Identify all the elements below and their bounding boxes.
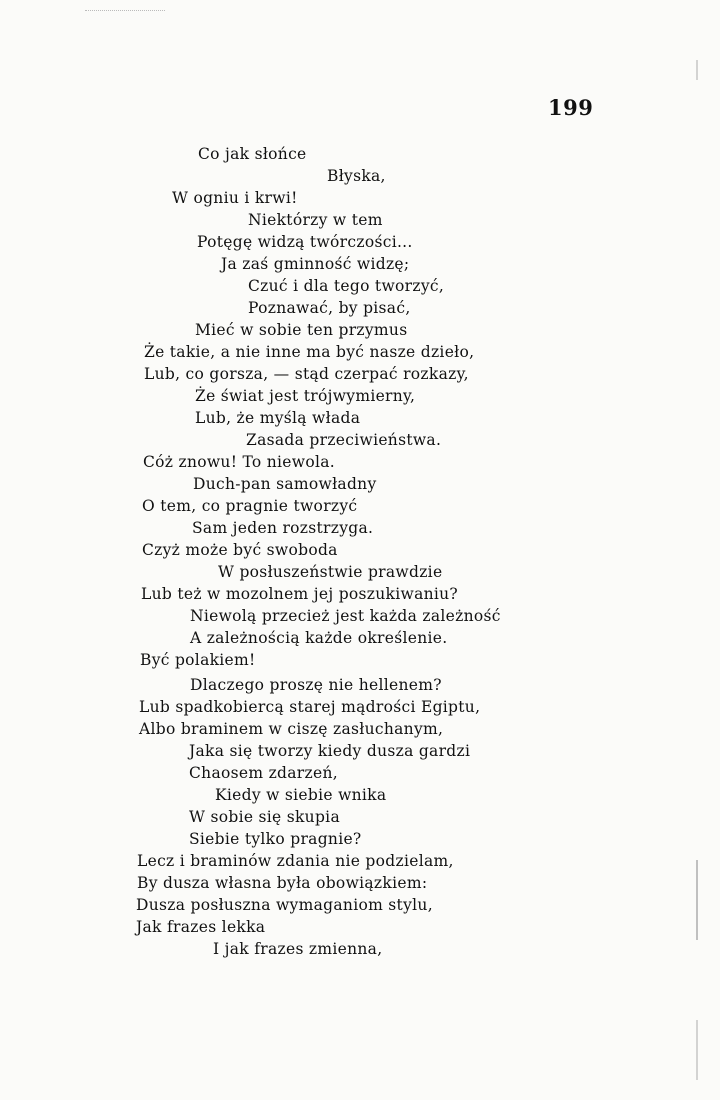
poem-line: Lub spadkobiercą starej mądrości Egiptu, <box>139 698 481 716</box>
poem-line: Niektórzy w tem <box>248 211 383 229</box>
poem-line: Czuć i dla tego tworzyć, <box>248 277 445 295</box>
poem-line: Kiedy w siebie wnika <box>215 786 387 804</box>
poem-line: W sobie się skupia <box>189 808 340 826</box>
poem-line: Jaka się tworzy kiedy dusza gardzi <box>189 742 471 760</box>
poem-line: Sam jeden rozstrzyga. <box>192 519 374 537</box>
poem-line: W posłuszeństwie prawdzie <box>218 563 443 581</box>
poem-line: Być polakiem! <box>140 651 256 669</box>
poem-line: Błyska, <box>327 167 386 185</box>
poem-line: Dlaczego proszę nie hellenem? <box>190 676 442 694</box>
poem-line: Jak frazes lekka <box>136 918 266 936</box>
poem-line: I jak frazes zmienna, <box>213 940 383 958</box>
poem-line: Duch-pan samowładny <box>193 475 377 493</box>
page-number: 199 <box>548 95 594 120</box>
poem-line: By dusza własna była obowiązkiem: <box>137 874 428 892</box>
poem-line: Lub, że myślą włada <box>195 409 361 427</box>
poem-line: Niewolą przecież jest każda zależność <box>190 607 501 625</box>
poem-line: Albo braminem w ciszę zasłuchanym, <box>139 720 444 738</box>
poem-line: Lub też w mozolnem jej poszukiwaniu? <box>141 585 459 603</box>
poem-line: O tem, co pragnie tworzyć <box>142 497 358 515</box>
poem-line: Czyż może być swoboda <box>142 541 338 559</box>
page-edge-mark <box>696 60 698 80</box>
poem-line: A zależnością każde określenie. <box>190 629 448 647</box>
poem-line: Ja zaś gminność widzę; <box>221 255 410 273</box>
poem-line: W ogniu i krwi! <box>172 189 298 207</box>
page-edge-mark <box>696 860 698 940</box>
poem-line: Cóż znowu! To niewola. <box>143 453 336 471</box>
poem-line: Chaosem zdarzeń, <box>189 764 338 782</box>
page-edge-smudge <box>85 10 165 12</box>
poem-line: Poznawać, by pisać, <box>248 299 411 317</box>
poem-line: Potęgę widzą twórczości... <box>197 233 413 251</box>
poem-line: Lecz i braminów zdania nie podzielam, <box>137 852 454 870</box>
poem-line: Lub, co gorsza, — stąd czerpać rozkazy, <box>144 365 469 383</box>
page-edge-mark <box>696 1020 698 1080</box>
poem-line: Zasada przeciwieństwa. <box>246 431 442 449</box>
poem-line: Co jak słońce <box>198 145 307 163</box>
poem-line: Mieć w sobie ten przymus <box>195 321 408 339</box>
poem-line: Że świat jest trójwymierny, <box>195 387 416 405</box>
poem-line: Że takie, a nie inne ma być nasze dzieło, <box>144 343 475 361</box>
poem-line: Dusza posłuszna wymaganiom stylu, <box>136 896 433 914</box>
poem-line: Siebie tylko pragnie? <box>189 830 362 848</box>
